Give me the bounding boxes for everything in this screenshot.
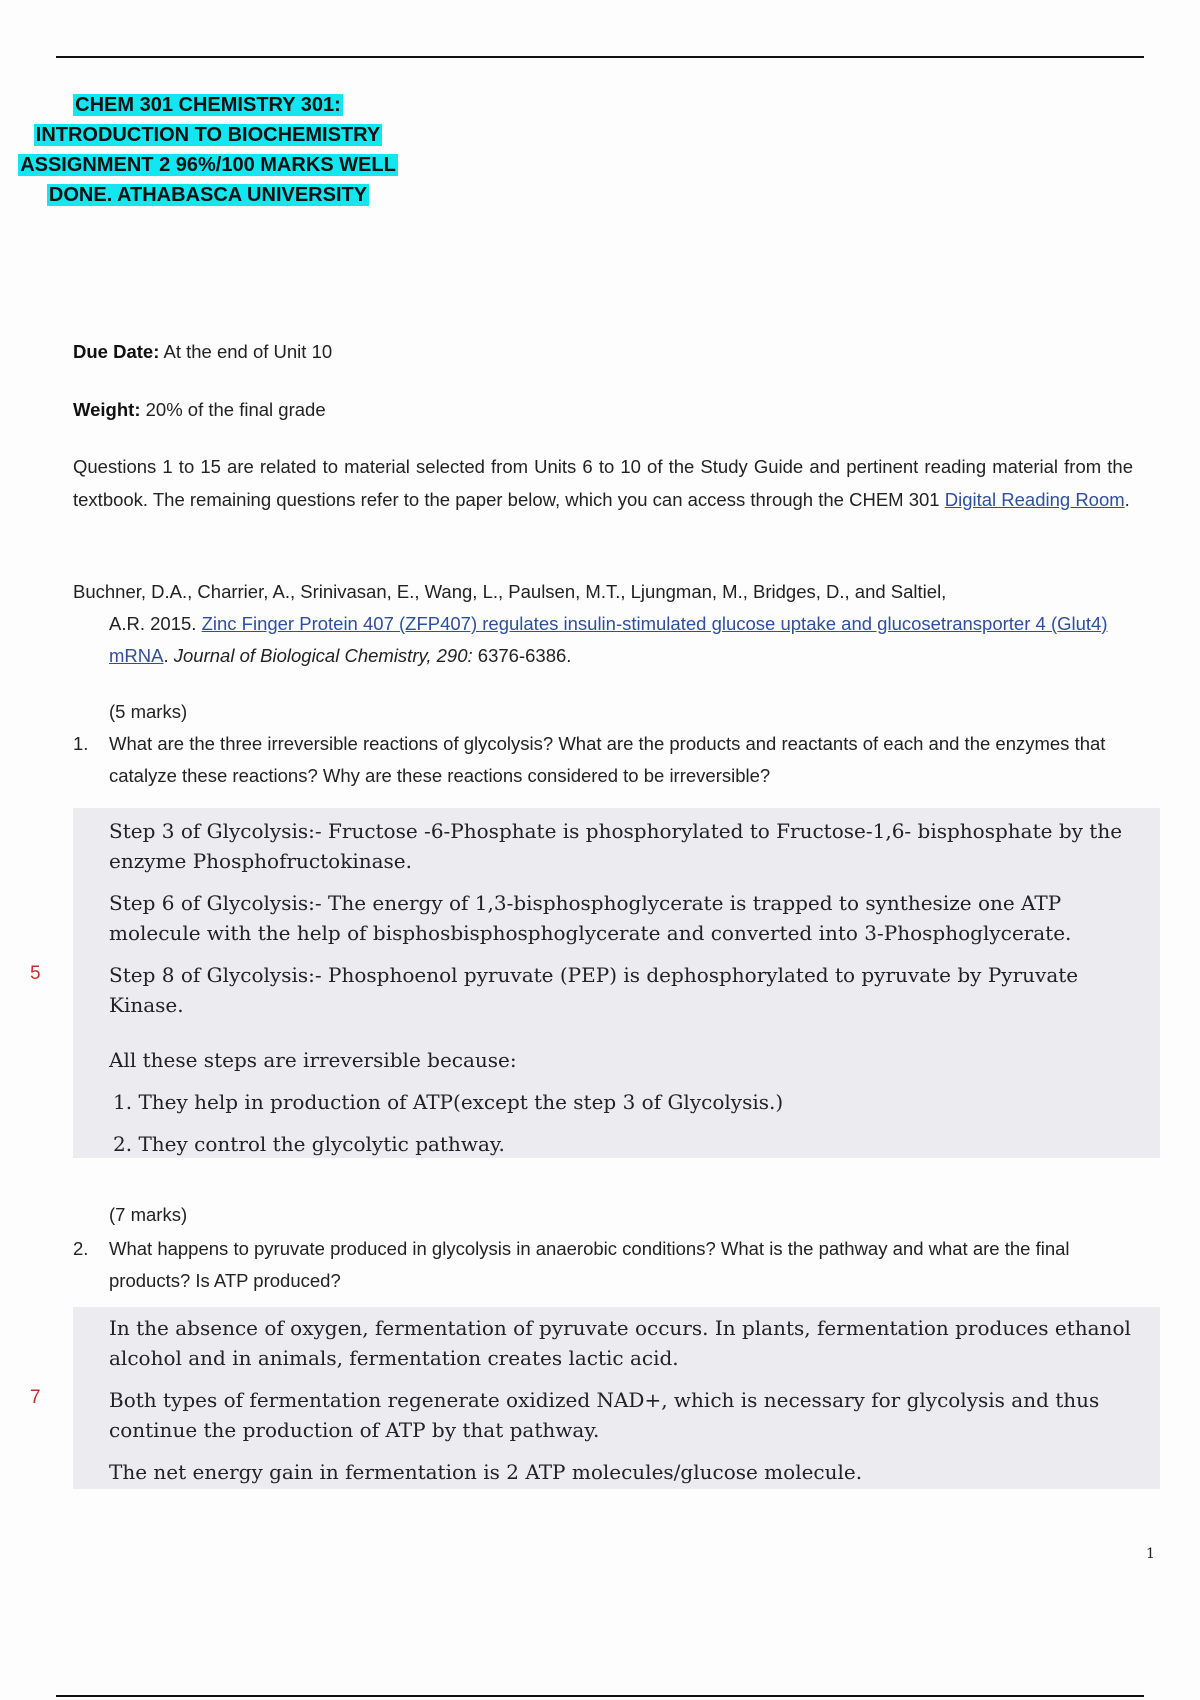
reference-journal: Journal of Biological Chemistry, 290:: [173, 645, 473, 666]
paper-link[interactable]: Zinc Finger Protein 407 (ZFP407) regulates insulin-stimulated glucose uptake and glucosetransporter 4 (Glut4) mRNA: [109, 613, 1108, 666]
title-line: CHEM 301 CHEMISTRY 301:: [75, 94, 341, 116]
grade-score: 5: [30, 963, 41, 984]
page-number: 1: [1146, 1546, 1155, 1562]
question-text: What are the three irreversible reactions of glycolysis? What are the products and reactants of each and the enzymes that catalyze these reactions? Why are these reactions considered to be irreversible?: [109, 733, 1106, 786]
question-text: What happens to pyruvate produced in glycolysis in anaerobic conditions? What is the pathway and what are the final products? Is ATP produced?: [109, 1238, 1070, 1291]
weight-value: 20% of the final grade: [145, 399, 326, 420]
question-marks: (5 marks): [109, 701, 188, 722]
question: [73, 728, 1133, 792]
grade-score: 7: [30, 1387, 41, 1408]
question: [73, 1233, 1133, 1297]
answer-list-item: 2. They control the glycolytic pathway.: [113, 1132, 505, 1156]
answer-paragraph: All these steps are irreversible because:: [109, 1048, 517, 1072]
intro-paragraph: [73, 450, 1133, 516]
weight-label: Weight:: [73, 399, 141, 420]
intro-text: Questions 1 to 15 are related to material selected from Units 6 to 10 of the Study Guide and pertinent reading material from the textbook. The remaining questions refer to the paper below, which you can access through the CHEM 301: [73, 456, 1133, 510]
answer-paragraph: Step 3 of Glycolysis:- Fructose -6-Phosphate is phosphorylated to Fructose-1,6- bisphosphate by the enzyme Phosphofructokinase.: [109, 819, 1123, 873]
answer-paragraph: Step 6 of Glycolysis:- The energy of 1,3-bisphosphoglycerate is trapped to synthesize one ATP molecule with the help of bisphosbisphosphoglycerate and converted into 3-Phosphoglycerate.: [109, 891, 1072, 945]
bottom-rule: [56, 1695, 1144, 1697]
intro-end: .: [1124, 489, 1130, 510]
weight: [73, 399, 326, 421]
document-title: [8, 90, 408, 210]
reference-authors: Buchner, D.A., Charrier, A., Srinivasan, E., Wang, L., Paulsen, M.T., Ljungman, M., Bridges, D., and Saltiel,: [73, 581, 947, 602]
answer-paragraph: Both types of fermentation regenerate oxidized NAD+, which is necessary for glycolysis and thus continue the production of ATP by that pathway.: [109, 1388, 1100, 1442]
paper-reference: Buchner, D.A., Charrier, A., Srinivasan, E., Wang, L., Paulsen, M.T., Ljungman, M., Bridges, D., and Saltiel, A.R. 2015. Zinc Finger Protein 407 (ZFP407) regulates insulin-stimulated glucose uptake and glucosetransporter 4 (Glut4) mRNA. Journal of Biological Chemistry, 290: 6376-6386.: [73, 576, 1143, 672]
reference-year: A.R. 2015.: [109, 613, 197, 634]
title-line: ASSIGNMENT 2 96%/100 MARKS WELL: [20, 154, 396, 176]
answer-paragraph: The net energy gain in fermentation is 2 ATP molecules/glucose molecule.: [109, 1460, 863, 1484]
answer-box: [73, 1307, 1160, 1489]
answer-list-item: 1. They help in production of ATP(except the step 3 of Glycolysis.): [113, 1090, 784, 1114]
due-date-value: At the end of Unit 10: [163, 341, 333, 362]
answer-box: [73, 808, 1160, 1158]
question-number: 1.: [73, 733, 89, 754]
question-marks: (7 marks): [109, 1204, 188, 1225]
title-line: DONE. ATHABASCA UNIVERSITY: [48, 184, 368, 206]
due-date: [73, 341, 332, 363]
answer-paragraph: Step 8 of Glycolysis:- Phosphoenol pyruvate (PEP) is dephosphorylated to pyruvate by Pyruvate Kinase.: [109, 963, 1079, 1017]
reference-pages: 6376-6386.: [477, 645, 572, 666]
top-rule: [56, 56, 1144, 58]
digital-reading-room-link[interactable]: Digital Reading Room: [944, 489, 1125, 510]
due-date-label: Due Date:: [73, 341, 160, 362]
question-number: 2.: [73, 1238, 89, 1259]
answer-paragraph: In the absence of oxygen, fermentation of pyruvate occurs. In plants, fermentation produces ethanol alcohol and in animals, fermentation creates lactic acid.: [109, 1316, 1131, 1370]
title-line: INTRODUCTION TO BIOCHEMISTRY: [35, 124, 381, 146]
